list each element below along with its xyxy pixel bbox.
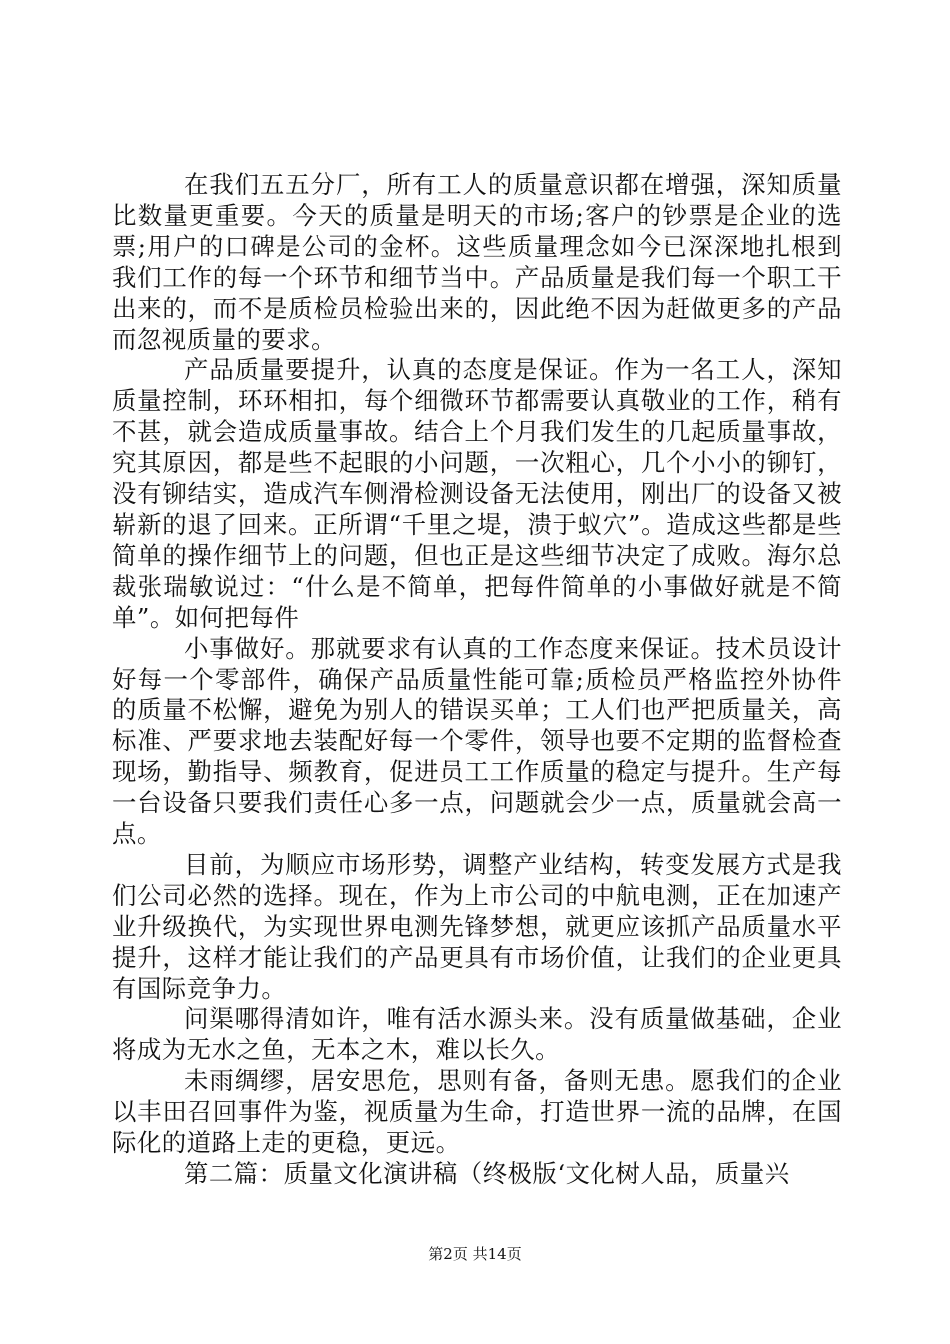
paragraph-7: 第二篇：质量文化演讲稿（终极版‘文化树人品，质量兴 xyxy=(184,1159,790,1188)
paragraph-3: 小事做好。那就要求有认真的工作态度来保证。技术员设计好每一个零部件，确保产品质量性能可靠;质检员严格监控外协件的质量不松懈，避免为别人的错误买单；工人们也严把质量关，高标准、严要求地去装配好每一个零件，领导也要不定期的监督检查现场，勤指导、频教育，促进员工工作质量的稳定与提升。生产每一台设备只要我们责任心多一点，问题就会少一点，质量就会高一点。 xyxy=(112,633,842,849)
paragraph-6: 未雨绸缪，居安思危，思则有备，备则无患。愿我们的企业以丰田召回事件为鉴，视质量为生命，打造世界一流的品牌，在国际化的道路上走的更稳，更远。 xyxy=(112,1066,842,1158)
paragraph-1: 在我们五五分厂，所有工人的质量意识都在增强，深知质量比数量更重要。今天的质量是明天的市场;客户的钞票是企业的选票;用户的口碑是公司的金杯。这些质量理念如今已深深地扎根到我们工作的每一个环节和细节当中。产品质量是我们每一个职工干出来的，而不是质检员检验出来的，因此绝不因为赶做更多的产品而忽视质量的要求。 xyxy=(112,170,842,354)
paragraph-2: 产品质量要提升，认真的态度是保证。作为一名工人，深知质量控制，环环相扣，每个细微环节都需要认真敬业的工作，稍有不甚，就会造成质量事故。结合上个月我们发生的几起质量事故，究其原因，都是些不起眼的小问题，一次粗心，几个小小的铆钉，没有铆结实，造成汽车侧滑检测设备无法使用，刚出厂的设备又被崭新的退了回来。正所谓“千里之堤，溃于蚁穴”。造成这些都是些简单的操作细节上的问题，但也正是这些细节决定了成败。海尔总裁张瑞敏说过：“什么是不简单，把每件简单的小事做好就是不简单”。如何把每件 xyxy=(112,355,842,632)
paragraph-4: 目前，为顺应市场形势，调整产业结构，转变发展方式是我们公司必然的选择。现在，作为上市公司的中航电测，正在加速产业升级换代，为实现世界电测先锋梦想，就更应该抓产品质量水平提升，这样才能让我们的产品更具有市场价值，让我们的企业更具有国际竞争力。 xyxy=(112,849,842,1003)
document-body xyxy=(112,170,842,1190)
paragraph-5: 问渠哪得清如许，唯有活水源头来。没有质量做基础，企业将成为无水之鱼，无本之木，难以长久。 xyxy=(112,1004,842,1065)
page-footer: 第2页 共14页 xyxy=(428,1245,522,1263)
